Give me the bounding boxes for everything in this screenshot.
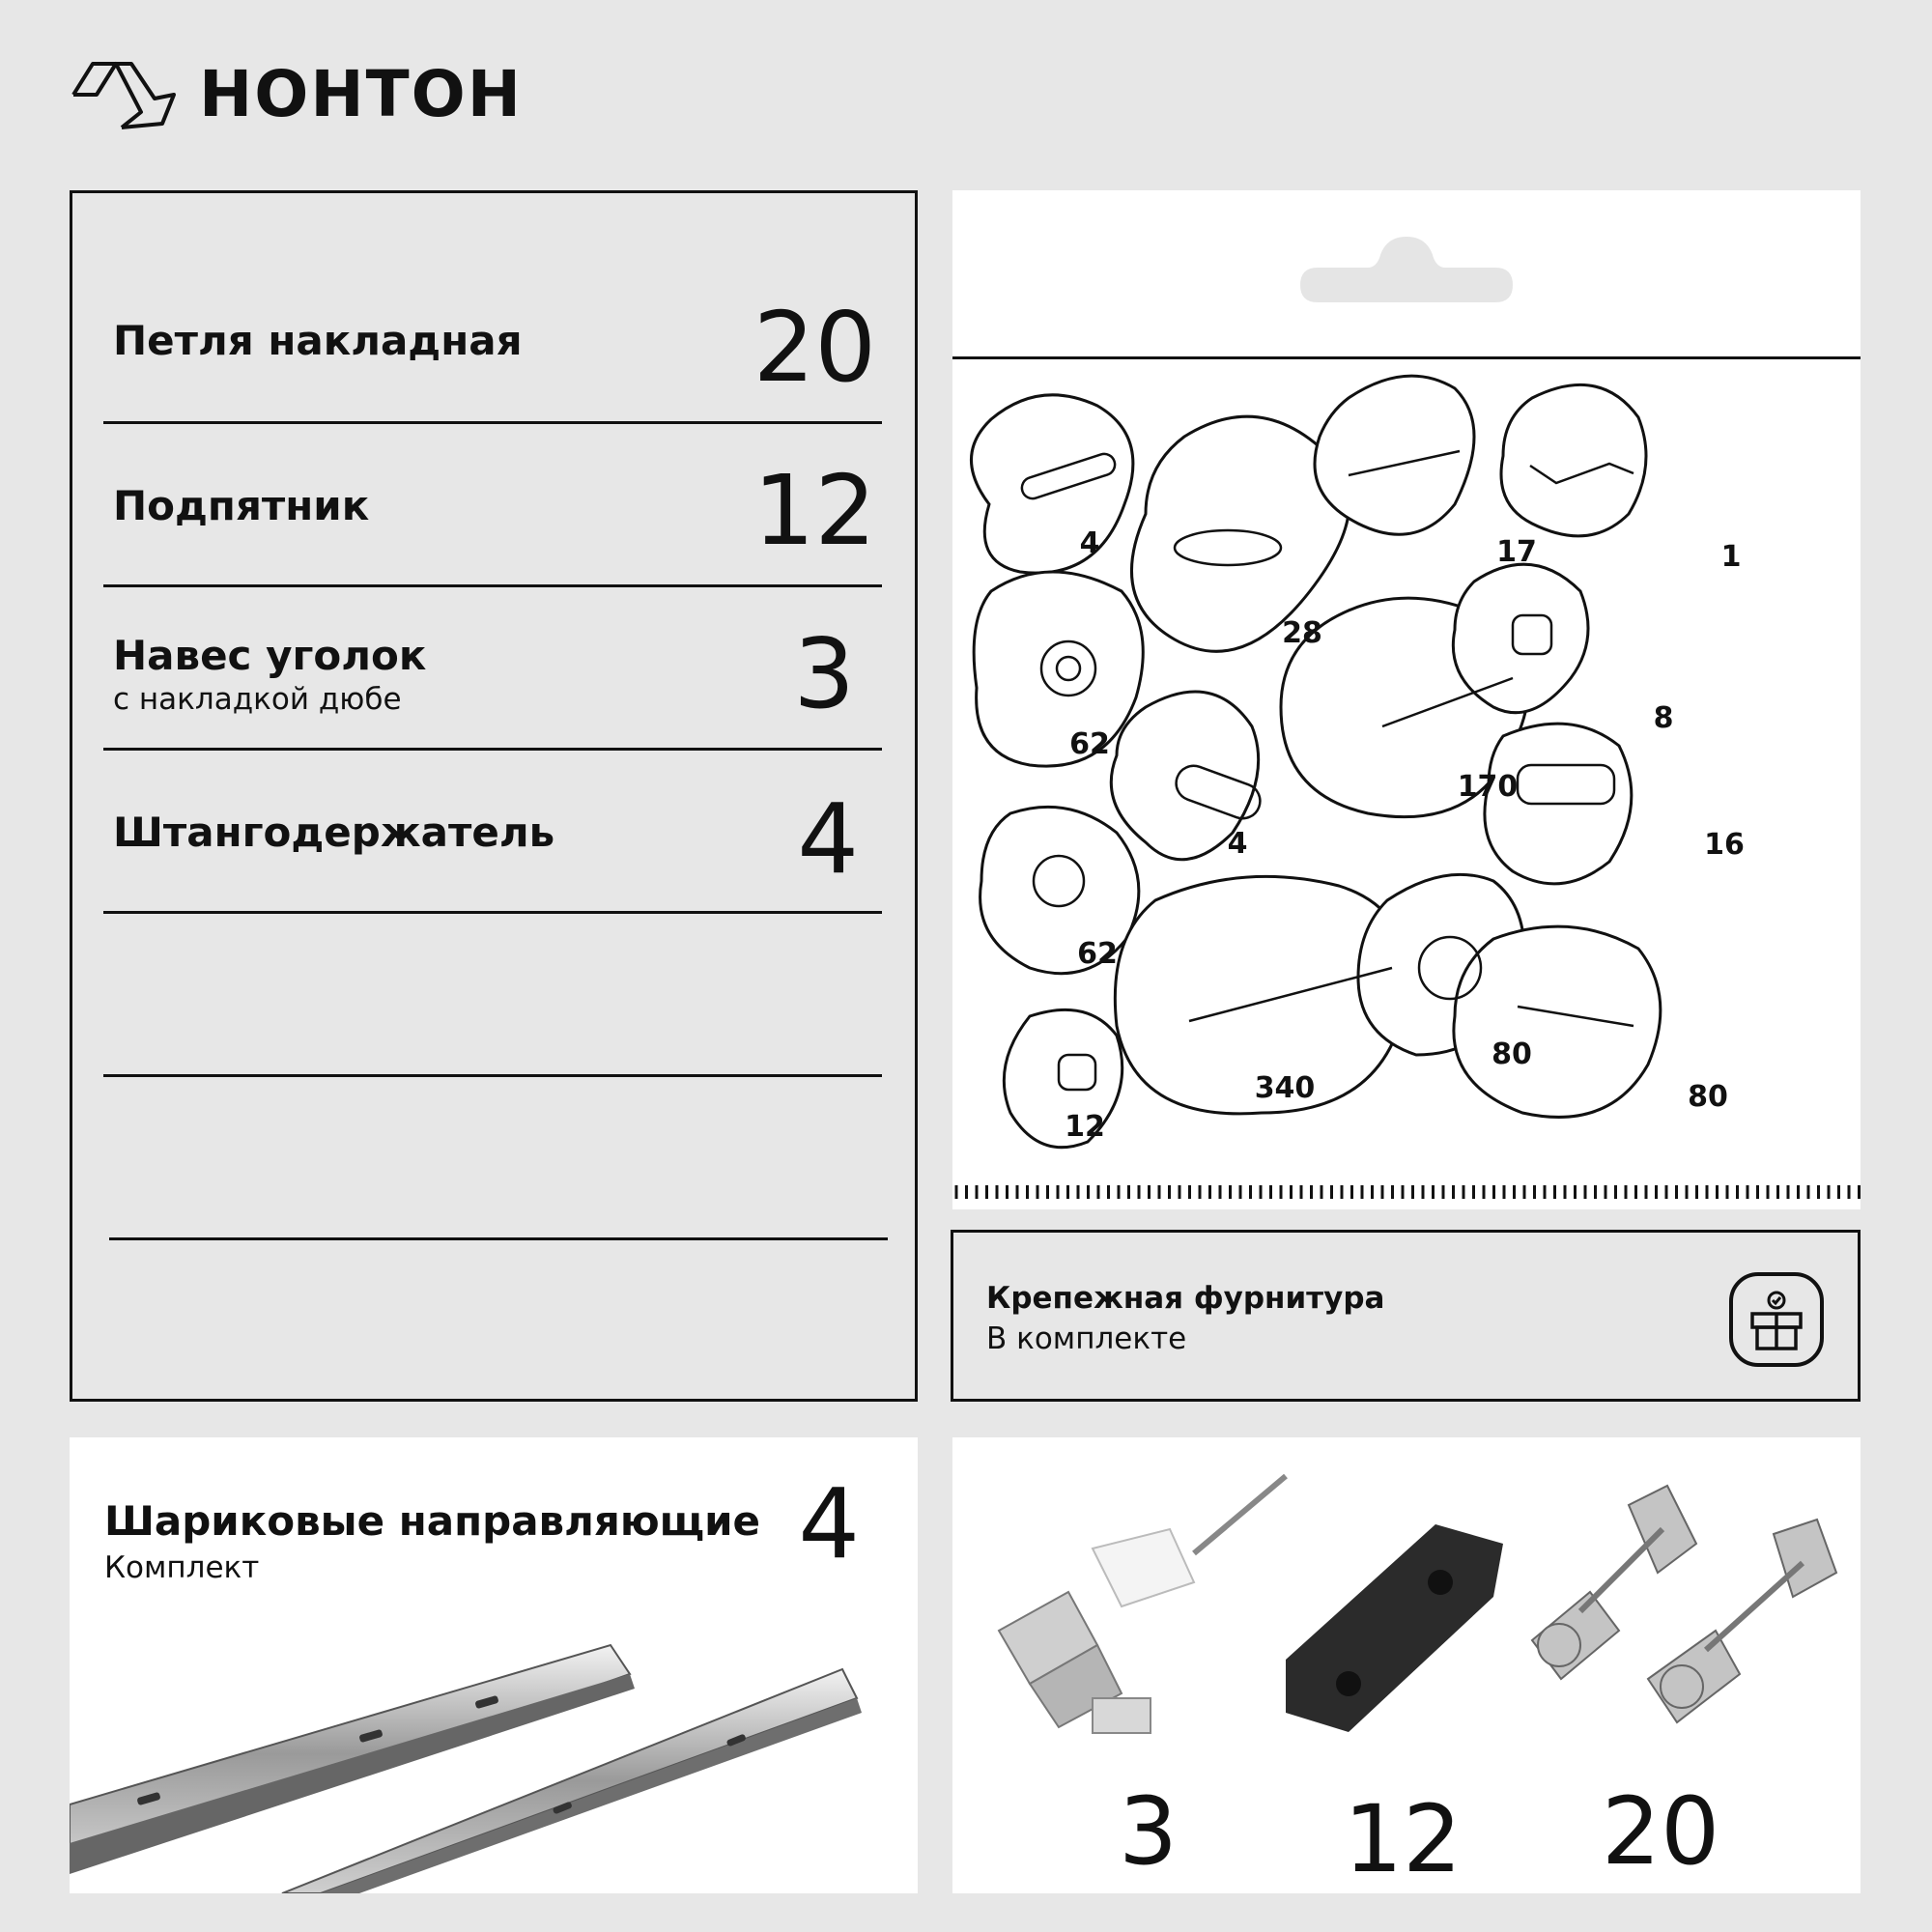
hinge-icon — [1532, 1486, 1836, 1722]
products-panel — [952, 1437, 1861, 1893]
items-panel — [70, 190, 918, 1402]
fasteners-info — [951, 1230, 1861, 1402]
item-label: Штангодержатель — [113, 809, 555, 856]
bubble — [1501, 384, 1646, 535]
item-sublabel: с накладкой дюбе — [113, 682, 402, 717]
fastener-count: 340 — [1254, 1071, 1316, 1105]
ball-rails-image — [70, 1621, 918, 1893]
info-subtitle: В комплекте — [986, 1321, 1187, 1356]
fastener-count: 4 — [1227, 827, 1248, 861]
fastener-count: 1 — [1720, 540, 1742, 574]
hinge-qty: 20 — [1602, 1777, 1720, 1886]
brand-name: НОНТОН — [199, 56, 523, 131]
rails-subtitle: Комплект — [104, 1550, 260, 1585]
fastener-count: 80 — [1688, 1080, 1728, 1114]
brand — [70, 56, 523, 131]
pad-qty: 12 — [1344, 1785, 1463, 1893]
furniture-pad-icon — [1286, 1524, 1503, 1732]
empty-row — [109, 1077, 888, 1240]
rails-title: Шариковые направляющие — [104, 1497, 761, 1545]
item-label: Навес уголок — [113, 632, 427, 679]
corner-bracket-icon — [999, 1476, 1286, 1733]
bubble — [974, 572, 1143, 766]
box-check-icon — [1728, 1271, 1825, 1368]
bubble — [1454, 926, 1661, 1117]
item-row — [103, 751, 882, 914]
fasteners-diagram — [952, 359, 1861, 1185]
fastener-count: 170 — [1457, 770, 1519, 804]
item-qty: 4 — [797, 782, 859, 895]
corner-bracket-qty: 3 — [1119, 1777, 1179, 1886]
item-qty: 20 — [753, 291, 876, 404]
perforation-line — [952, 1185, 1861, 1199]
item-row — [103, 424, 882, 587]
bubble — [971, 395, 1132, 573]
fastener-count: 12 — [1065, 1110, 1105, 1144]
info-title: Крепежная фурнитура — [986, 1281, 1385, 1316]
rails-panel — [70, 1437, 918, 1893]
fastener-count: 4 — [1079, 526, 1100, 560]
item-qty: 12 — [753, 454, 876, 567]
fastener-count: 62 — [1069, 727, 1110, 761]
item-qty: 3 — [793, 617, 855, 730]
fastener-count: 28 — [1282, 616, 1322, 650]
hang-hole-icon — [1298, 235, 1515, 304]
item-row — [103, 587, 882, 751]
fastener-count: 8 — [1653, 701, 1674, 735]
bubble — [1315, 376, 1474, 534]
item-row — [103, 193, 882, 424]
item-label: Петля накладная — [113, 317, 523, 364]
fastener-count: 16 — [1704, 828, 1745, 862]
fastener-count: 17 — [1496, 535, 1537, 569]
bubble — [1453, 564, 1588, 712]
rails-qty: 4 — [798, 1467, 860, 1580]
brand-logo-icon — [70, 56, 178, 131]
fastener-count: 80 — [1492, 1037, 1532, 1071]
item-label: Подпятник — [113, 482, 370, 529]
empty-row — [103, 914, 882, 1077]
products-image — [952, 1437, 1861, 1785]
fastener-count: 62 — [1077, 937, 1118, 971]
